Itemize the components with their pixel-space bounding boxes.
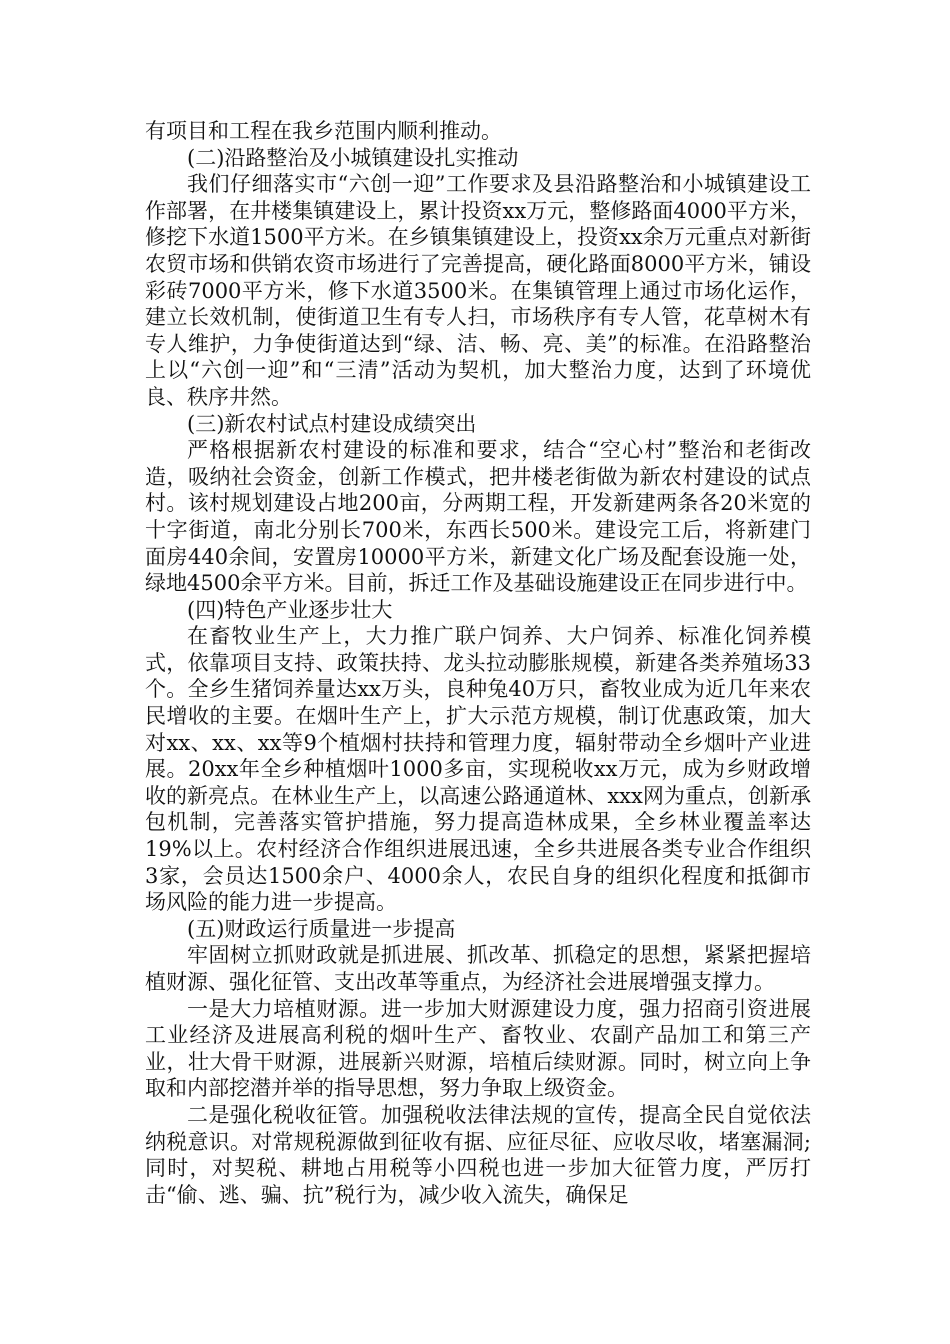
body-paragraph: 一是大力培植财源。进一步加大财源建设力度，强力招商引资进展工业经济及进展高利税的烟叶生产、畜牧业、农副产品加工和第三产业，壮大骨干财源，进展新兴财源，培植后续财源。同时，树立向上争取和内部挖潜并举的指导思想，努力争取上级资金。 — [145, 996, 811, 1101]
body-paragraph: 我们仔细落实市“六创一迎”工作要求及县沿路整治和小城镇建设工作部署，在井楼集镇建设上，累计投资xx万元，整修路面4000平方米，修挖下水道1500平方米。在乡镇集镇建设上，投资xx余万元重点对新街农贸市场和供销农资市场进行了完善提高，硬化路面8000平方米，铺设彩砖7000平方米，修下水道3500米。在集镇管理上通过市场化运作，建立长效机制，使街道卫生有专人扫，市场秩序有专人管，花草树木有专人维护，力争使街道达到“绿、洁、畅、亮、美”的标准。在沿路整治上以“六创一迎”和“三清”活动为契机，加大整治力度，达到了环境优良、秩序井然。 — [145, 172, 811, 409]
body-paragraph: 牢固树立抓财政就是抓进展、抓改革、抓稳定的思想，紧紧把握培植财源、强化征管、支出改革等重点，为经济社会进展增强支撑力。 — [145, 943, 811, 994]
section-heading-5: (五)财政运行质量进一步提高 — [187, 916, 456, 941]
section-heading-2: (二)沿路整治及小城镇建设扎实推动 — [187, 145, 519, 170]
paragraph-continued: 有项目和工程在我乡范围内顺利推动。 — [145, 119, 502, 143]
body-paragraph: 在畜牧业生产上，大力推广联户饲养、大户饲养、标准化饲养模式，依靠项目支持、政策扶持、龙头拉动膨胀规模，新建各类养殖场33个。全乡生猪饲养量达xx万头，良种兔40万只，畜牧业成为近几年来农民增收的主要。在烟叶生产上，扩大示范方规模，制订优惠政策，加大对xx、xx、xx等9个植烟村扶持和管理力度，辐射带动全乡烟叶产业进展。20xx年全乡种植烟叶1000多亩，实现税收xx万元，成为乡财政增收的新亮点。在林业生产上，以高速公路通道林、xxx网为重点，创新承包机制，完善落实管护措施，努力提高造林成果，全乡林业覆盖率达19%以上。农村经济合作组织进展迅速，全乡共进展各类专业合作组织3家，会员达1500余户、4000余人，农民自身的组织化程度和抵御市场风险的能力进一步提高。 — [145, 624, 811, 915]
body-paragraph: 严格根据新农村建设的标准和要求，结合“空心村”整治和老街改造，吸纳社会资金，创新工作模式，把井楼老街做为新农村建设的试点村。该村规划建设占地200亩，分两期工程，开发新建两条各20米宽的十字街道，南北分别长700米，东西长500米。建设完工后，将新建门面房440余间，安置房10000平方米，新建文化广场及配套设施一处，绿地4500余平方米。目前，拆迁工作及基础设施建设正在同步进行中。 — [145, 438, 811, 596]
body-paragraph: 二是强化税收征管。加强税收法律法规的宣传，提高全民自觉依法纳税意识。对常规税源做到征收有据、应征尽征、应收尽收，堵塞漏洞;同时，对契税、耕地占用税等小四税也进一步加大征管力度，严厉打击“偷、逃、骗、抗”税行为，减少收入流失，确保足 — [145, 1102, 811, 1207]
document-page — [145, 118, 811, 1208]
section-heading-4: (四)特色产业逐步壮大 — [187, 597, 393, 622]
section-heading-3: (三)新农村试点村建设成绩突出 — [187, 411, 477, 436]
